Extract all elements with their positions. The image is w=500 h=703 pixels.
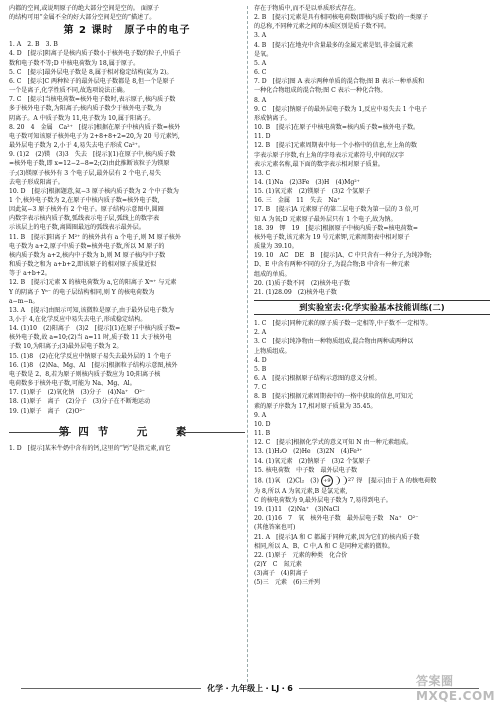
answer-line: 14. (1)10 (2)阳离子 (3)2 [提示](1)在原子中核内质子数=: [9, 325, 181, 333]
answer-line: 2. A: [254, 329, 267, 337]
answer-line: 1. C [提示]同种元素的原子质子数一定相等,中子数不一定相等。: [254, 320, 432, 328]
answer-line: =核外电子数,即 x=12−2−8=2;(2)由此推断该粒子为镁原: [9, 160, 170, 168]
answer-line: 9. C [提示]钠原子的最外层电子数为 1,反应中易失去 1 个电子: [254, 105, 427, 113]
answer-line: 阴离子。A 中质子数为 11,电子数为 10,属于阳离子。: [9, 114, 155, 122]
answer-line: 知 A 为氧;D 元素原子最外层只有 1 个电子,故为钠。: [254, 215, 397, 223]
answer-line: 5. B: [254, 365, 267, 373]
answer-line: 8. A: [254, 96, 267, 104]
answer-line: 内都的空间,或说明原子的绝大部分空间是空的。 面原子: [9, 5, 160, 12]
answer-line: 质量为 39.10。: [254, 243, 298, 251]
answer-line: 数和电子数不等;D 中核电荷数为 18,属于原子。: [9, 59, 140, 67]
answer-line: 12. C [提示]根据化学式的意义可知 N 由一种元素组成。: [254, 439, 413, 447]
answer-line: 子;(3)镁原子核外有 3 个电子层,最外层有 2 个电子,易失: [9, 169, 161, 177]
answers-block-c: [254, 487, 490, 588]
answer-line: 15. (1)氧元素 (2)镁原子 (3)2 个氢原子: [254, 188, 371, 196]
answer-line: 电子数为 a+2,原子中质子数=核外电子数,所以 M 原子的: [9, 242, 165, 250]
answer-line: 14. (1)氧元素 (2)钠原子 (3)2 个氢原子: [254, 457, 371, 465]
answer-line: 一个是离子,化学性质不同,故选项说法正确。: [9, 87, 129, 95]
answer-line: 2. B [提示]元素是具有相同核电荷数(即核内质子数)的一类原子: [254, 14, 429, 22]
answer-line: 内数字表示核内质子数,弧线表示电子层,弧线上的数字表: [9, 215, 160, 223]
answer-line: 等于 a+b+2。: [9, 270, 51, 278]
answer-line: (3)离子 (4)阴离子: [254, 570, 308, 578]
atom-structure-diagram: [321, 475, 354, 487]
answer-line: 11. D: [254, 133, 271, 141]
answer-line: 1. A 2. B 3. B: [9, 41, 58, 49]
answer-line: 示该层上的电子数,离圆圈最远的弧线表示最外层。: [9, 224, 145, 232]
answer-line: D、E 中含有两种不同的分子,为混合物;B 中含有一种元素: [254, 261, 410, 269]
answer-line: 7. C: [254, 384, 267, 392]
answer-line: 18. 39 钾 19 [提示]根据原子中核内质子数=核电荷数=: [254, 224, 418, 232]
lesson-title: 第 2 课时 原子中的电子: [63, 25, 191, 37]
lab-section-title: 到实验室去:化学实验基本技能训练(二): [254, 300, 490, 315]
answer-line: 18. (1)原子 离子 (2)分子 (3)分子在不断地运动: [9, 398, 151, 406]
atom-shell-values: 27: [347, 477, 355, 484]
answer-line: 核外电子数,故 a=10;(2)当 a=11 时,质子数 11 大于核外电: [9, 334, 172, 342]
answer-line: 核内质子数为 a+2,核内中子数为 b,则 M 原子核内中子数: [9, 251, 166, 259]
answer-line: Y 的阴离子 Yⁿ⁻ 的电子层结构相同,则 Y 的核电荷数为: [9, 288, 155, 296]
answer-18-line: [254, 475, 490, 487]
answer-line: 上物质组成。: [254, 347, 291, 355]
answer-line: 9. A: [254, 411, 267, 419]
answer-line: 7. D [提示]图 A 表示两种单质的混合物;图 B 表示一种单质和: [254, 78, 425, 86]
answer-line: 21. A [提示]A 和 C 都属于同种元素,因为它们的核内质子数: [254, 533, 420, 541]
answer-line: 22. (1)原子 元素的种类 化合价: [254, 551, 348, 559]
footer-text: 化学・九年级上・LJ・6: [207, 684, 293, 693]
answer-line: 8. B [提示]根据元素周期表中的一格中获取的信息,可知元: [254, 393, 414, 401]
chapter-title: 第四节 元 素: [9, 426, 245, 438]
answer-line: 核外电子数,该元素为 19 号元素钾,元素周期表中相对原子: [254, 233, 410, 241]
answer-line: 3,小于 4,在化学反应中易失去电子,形成稳定结构。: [9, 316, 147, 323]
answer-line: a−m−n。: [9, 297, 39, 305]
answer-line: 10. B [提示]在原子中核电荷数=核内质子数=核外电子数。: [254, 124, 420, 132]
answer-line: 电子数可知该原子核外电子为 2+8+8+2=20,为 20 号元素钙,: [9, 132, 180, 140]
answer-line: 是氧。: [254, 50, 273, 58]
answer-line: 16. (1)8 (2)Na、Mg、Al [提示]根据粒子结构示意图,核外: [9, 361, 178, 369]
answer-line: 15. 核电荷数 中子数 最外层电子数: [254, 466, 358, 474]
right-column: [254, 4, 490, 588]
answer-line: 5. A: [254, 59, 267, 67]
answer-line: 10. D: [254, 420, 271, 428]
answer-line: 形成钠离子。: [254, 114, 291, 122]
answer-line: 多于核外电子数,为阳离子;核内质子数少于核外电子数,为: [9, 105, 162, 113]
answer-line: 子数 10,为阳离子;(3)最外层电子数为 2。: [9, 343, 123, 351]
answer-line: 的结构可用“金属不全的好大部分空间是空的”描述了。: [9, 14, 156, 22]
answer-line: 13. A [提示]由图示可知,该微粒是原子,由于最外层电子数为: [9, 306, 174, 314]
answer-line: 6. A [提示]根据原子结构示意图的意义分析。: [254, 375, 381, 383]
electron-shell: [334, 476, 340, 485]
answer-line: 11. B [提示]阳离子 M²⁺ 的核外共有 a 个电子,则 M 原子核外: [9, 233, 181, 241]
answer-line: 1. D [提示]某米牛奶中含有的钙,这里的“钙”是指元素,而它: [9, 444, 171, 452]
answer-line: 13. (1)H₂O (2)He (3)2N (4)Fe³⁺: [254, 448, 363, 456]
answer-line: 表示元素名称,最下面的数字表示相对原子质量。: [254, 160, 384, 168]
answer-line: 和质子数之和为 a+b+2,即该原子的相对原子质量近似: [9, 261, 157, 269]
answer-line: 素的原子序数为 17,相对原子质量为 35.45。: [254, 402, 377, 410]
answer-18-prefix: 18. (1)氧 (2)Cl₂ (3): [254, 477, 319, 485]
answer-line: 电子数是 2、8,若为原子则核内质子数应为 10;阳离子核: [9, 370, 161, 378]
answer-line: 一种化合物组成的混合物;图 C 表示一种化合物。: [254, 87, 387, 95]
electron-shell: [341, 476, 347, 485]
answer-line: 7. C [提示]当核电荷数=核外电子数时,表示原子,核内质子数: [9, 96, 176, 104]
answer-line: 10. D [提示]根据题意,氦−3 原子核内质子数为 2 个中子数为: [9, 187, 179, 195]
answer-line: 16. 三 金属 11 失去 Na⁺: [254, 197, 341, 205]
answers-block-b: [254, 319, 490, 475]
answer-line: 20. (1)16 7 氧 核外电子数 最外层电子数 Na⁺ O²⁻: [254, 515, 419, 523]
answer-line: 4. D [提示]阴离子是核内质子数小于核外电子数的粒子,中质子: [9, 50, 181, 58]
answer-line: C 的核电荷数为 9,最外层电子数为 7,易得到电子。: [254, 496, 392, 504]
answer-line: 3. C [提示]纯净物由一种物质组成,混合物由两种或两种以: [254, 338, 414, 346]
answer-line: (5)三 元素 (6)三并列: [254, 579, 321, 587]
atom-nucleus: +9: [321, 475, 333, 487]
footer-rule: [21, 688, 201, 689]
chapter-answers: [9, 444, 245, 453]
answer-18-suffix: 得 [提示]由于 A 的核电荷数: [356, 477, 437, 485]
answer-line: 12. B [提示]元素周期表中每一个小格中的信息,左上角的数: [254, 142, 417, 150]
answer-line: 字表示原子序数,右上角的字母表示元素符号,中间的汉字: [254, 151, 405, 159]
answer-line: 21. (1)28.09 (2)核外电子数: [254, 288, 337, 296]
answer-line: 12. B [提示]元素 X 的核电荷数为 a,它的阳离子 Xᵐ⁺ 与元素: [9, 279, 177, 287]
lesson-answers: [9, 40, 245, 415]
answer-line: 20. (1)质子数不同 (2)核外电子数: [254, 279, 350, 287]
answer-line: 6. C [提示]C 两种粒子的最外层电子数都是 8,但一个是原子: [9, 77, 175, 85]
answer-line: 电荷数多于核外电子数,可能为 Na、Mg、Al。: [9, 380, 136, 388]
answer-line: 14. (1)Na (2)3Fe (3)H (4)Mg²⁺: [254, 178, 360, 186]
answer-line: 1 个,核外电子数为 2,在原子中核内质子数=核外电子数,: [9, 196, 160, 204]
answer-line: 15. (1)8 (2)在化学反应中钠原子易失去最外层的 1 个电子: [9, 352, 172, 360]
answer-line: 4. D: [254, 356, 267, 364]
answer-line: 17. (1)原子 (2)氧化钠 (3)分子 (4)Na⁺ O²⁻: [9, 389, 146, 397]
answer-line: 相同,所以 A、B、C 中,A 和 C 是同种元素的微粒。: [254, 542, 394, 550]
answer-line: (其他答案也可): [254, 524, 296, 532]
answer-line: 因此氦−3 原子核外有 2 个电子。原子结构示意图中,圆圈: [9, 206, 164, 214]
answer-line: 9. (1)2 (2)镁 (3)3 失去 [提示](1)在原子中,核内质子数: [9, 151, 176, 159]
answer-line: 组成的单质。: [254, 270, 291, 278]
answer-line: 存在于物质中,而不是以单质形式存在。: [254, 5, 360, 12]
column-divider: [247, 6, 248, 682]
answer-line: 的总称,不同种元素之间的本质区别是质子数不同。: [254, 23, 390, 31]
answer-line: 去电子形成阳离子。: [9, 178, 64, 186]
answer-line: (2)Y C 氮元素: [254, 561, 302, 569]
answer-line: 17. B [提示]A 元素原子的第二层电子数为第一层的 3 倍,可: [254, 206, 419, 214]
answer-line: 6. C: [254, 69, 267, 77]
left-column: [9, 4, 245, 453]
answer-line: 19. 10 AC DE B [提示]A、C 中只含有一种分子,为纯净物;: [254, 252, 432, 260]
answer-line: 11. B: [254, 430, 271, 438]
answer-line: 19. (1)原子 离子 (2)O²⁻: [9, 407, 86, 415]
answer-line: 19. (1)11 (2)Na⁺ (3)NaCl: [254, 506, 340, 514]
intro-paragraph: [9, 4, 245, 22]
answer-line: 最外层电子数为 2,小于 4,易失去电子形成 Ca²⁺。: [9, 142, 144, 150]
answer-line: 13. C: [254, 169, 271, 177]
answer-line: 为 8,所以 A 为氧元素,B 是氯元素,: [254, 487, 348, 495]
answer-line: 8. 20 4 金属 Ca²⁺ [提示]根据在原子中核内质子数=核外: [9, 123, 181, 131]
answer-line: 5. C [提示]最外层电子数是 8,属于相对稳定结构(氦为 2)。: [9, 68, 173, 76]
answer-line: 3. A: [254, 32, 267, 40]
answer-line: 4. B [提示]在地壳中含量最多的金属元素是铝,非金属元素: [254, 41, 414, 49]
answers-block-a: [254, 4, 490, 297]
watermark-logo: 答案圈 MXQE.COM: [416, 674, 496, 703]
